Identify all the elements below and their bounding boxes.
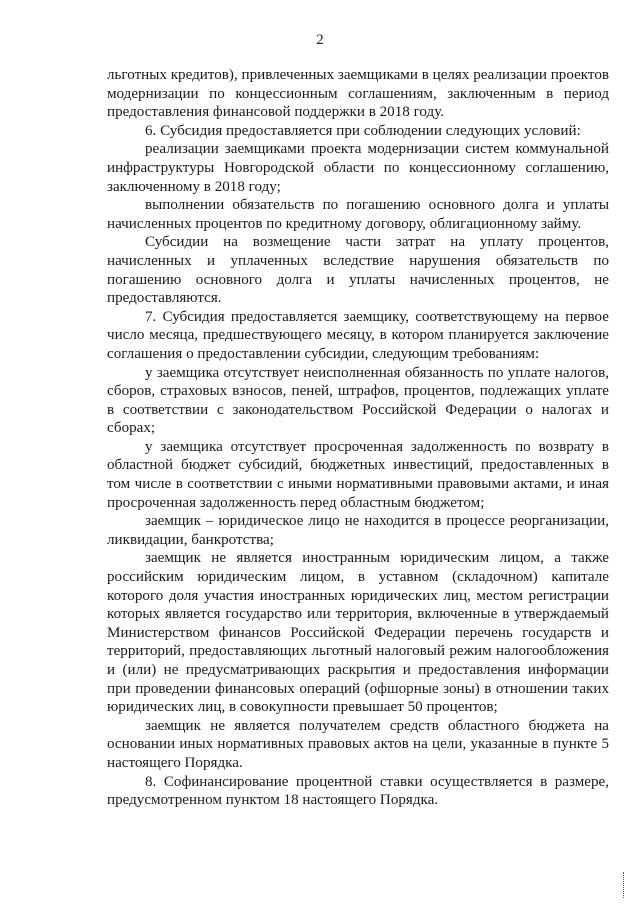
- paragraph-requirement-2: у заемщика отсутствует просроченная задолженность по возврату в областной бюджет субсидий, бюджетных инвестиций, предоставленных в том числе в соответствии с иными нормативными правовыми актами, и иная просроченная задолженность перед областным бюджетом;: [107, 438, 609, 511]
- paragraph-continuation: льготных кредитов), привлеченных заемщиками в целях реализации проектов модернизации по концессионным соглашениям, заключенным в период предоставления финансовой поддержки в 2018 году.: [107, 67, 609, 121]
- paragraph-subsidy-exclusion: Субсидии на возмещение части затрат на уплату процентов, начисленных и уплаченных вследствие нарушения обязательств по погашению основного долга и уплаты начисленных процентов, не предоставляются.: [107, 234, 609, 307]
- paragraph-condition-2: выполнении обязательств по погашению основного долга и уплаты начисленных процентов по кредитному договору, облигационному займу.: [107, 197, 609, 232]
- paragraph-item-7: 7. Субсидия предоставляется заемщику, соответствующему на первое число месяца, предшествующего месяцу, в котором планируется заключение соглашения о предоставлении субсидии, следующим требованиям:: [107, 308, 609, 362]
- page-number: 2: [316, 32, 324, 48]
- paragraph-requirement-3: заемщик – юридическое лицо не находится в процессе реорганизации, ликвидации, банкротства;: [107, 513, 609, 548]
- margin-scan-mark: [623, 872, 632, 898]
- paragraph-requirement-4: заемщик не является иностранным юридическим лицом, а также российским юридическим лицом, в уставном (складочном) капитале которого доля участия иностранных юридических лиц, местом регистрации которых является государство или территория, включенные в утверждаемый Министерством финансов Российской Федерации перечень государств и территорий, предоставляющих льготный налоговый режим налогообложения и (или) не предусматривающих раскрытия и предоставления информации при проведении финансовых операций (офшорные зоны) в отношении таких юридических лиц, в совокупности превышает 50 процентов;: [107, 550, 609, 716]
- paragraph-item-6: 6. Субсидия предоставляется при соблюдении следующих условий:: [145, 122, 581, 139]
- paragraph-item-8: 8. Софинансирование процентной ставки осуществляется в размере, предусмотренном пунктом 18 настоящего Порядка.: [107, 773, 609, 809]
- paragraph-condition-1: реализации заемщиками проекта модернизации систем коммунальной инфраструктуры Новгородской области по концессионному соглашению, заключенному в 2018 году;: [107, 141, 609, 195]
- paragraph-requirement-1: у заемщика отсутствует неисполненная обязанность по уплате налогов, сборов, страховых взносов, пеней, штрафов, процентов, подлежащих уплате в соответствии с законодательством Российской Федерации о налогах и сборах;: [107, 364, 609, 437]
- paragraph-requirement-5: заемщик не является получателем средств областного бюджета на основании иных нормативных правовых актов на цели, указанные в пункте 5 настоящего Порядка.: [107, 717, 609, 771]
- document-body: [107, 66, 609, 810]
